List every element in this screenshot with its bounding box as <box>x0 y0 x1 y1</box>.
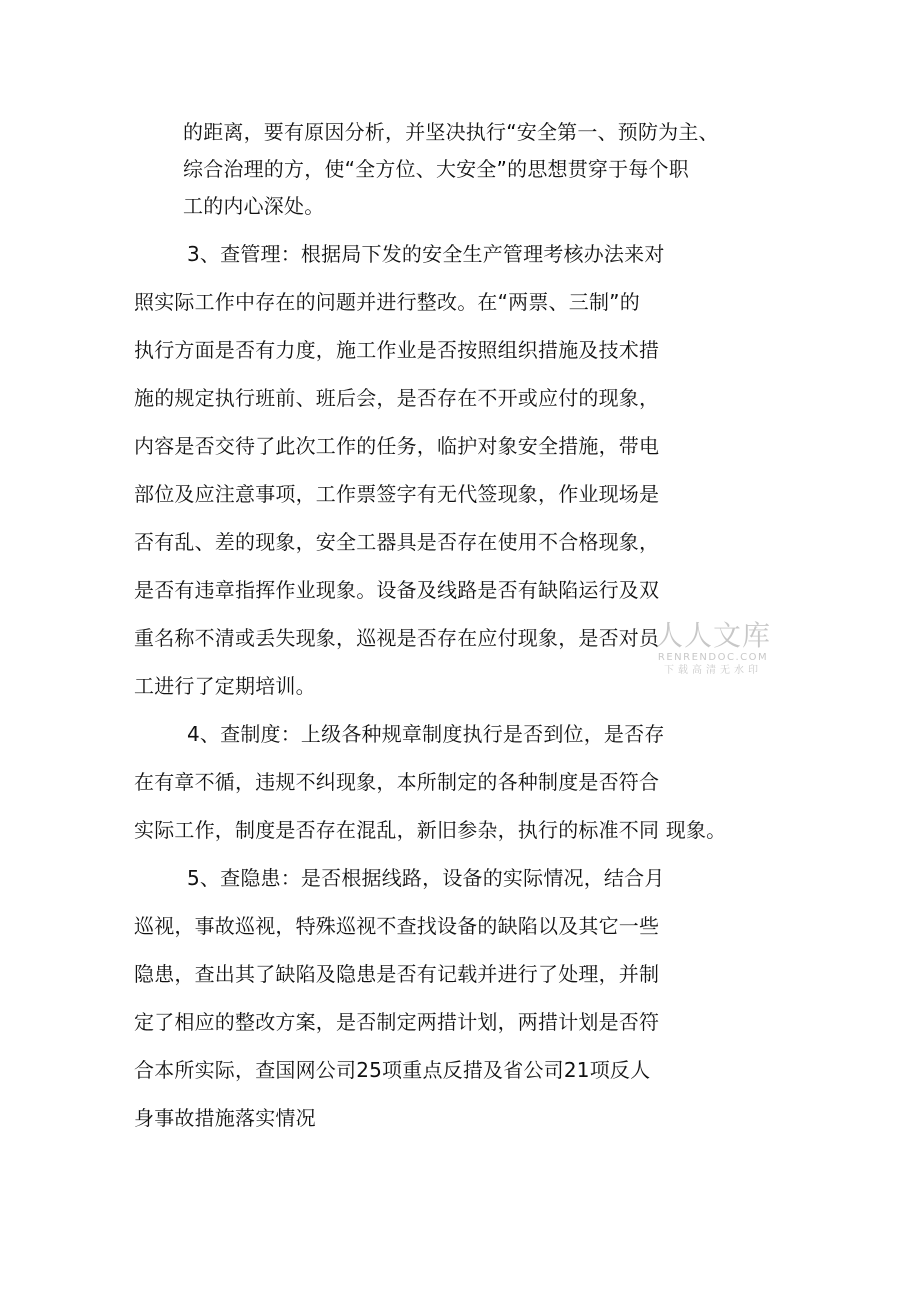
text-line-3: 工的内心深处。 <box>183 194 325 218</box>
text-line-1: 的距离，要有原因分析，并坚决执行“安全第一、预防为主、 <box>183 120 719 144</box>
text-line-10: 否有乱、差的现象，安全工器具是否存在使用不合格现象， <box>134 530 660 554</box>
text-line-5: 照实际工作中存在的问题并进行整改。在“两票、三制”的 <box>134 290 640 314</box>
watermark-tagline: 下载高清无水印 <box>664 665 762 676</box>
text-line-11: 是否有违章指挥作业现象。设备及线路是否有缺陷运行及双 <box>134 578 660 602</box>
text-line-7: 施的规定执行班前、班后会，是否存在不开或应付的现象， <box>134 386 660 410</box>
text-line-9: 部位及应注意事项，工作票签字有无代签现象，作业现场是 <box>134 482 660 506</box>
section-3-heading-line: 3、查管理：根据局下发的安全生产管理考核办法来对 <box>187 242 665 266</box>
section-4-heading-line: 4、查制度：上级各种规章制度执行是否到位，是否存 <box>187 722 665 746</box>
text-line-20: 定了相应的整改方案，是否制定两措计划，两措计划是否符 <box>134 1010 660 1034</box>
text-line-21: 合本所实际，查国网公司25项重点反措及省公司21项反人 <box>134 1058 651 1082</box>
text-line-16: 实际工作，制度是否存在混乱，新旧参杂，执行的标准不同 现象。 <box>134 818 727 842</box>
text-line-6: 执行方面是否有力度，施工作业是否按照组织措施及技术措 <box>134 338 660 362</box>
text-line-15: 在有章不循，违规不纠现象，本所制定的各种制度是否符合 <box>134 770 660 794</box>
text-line-13: 工进行了定期培训。 <box>134 674 316 698</box>
watermark-site: RENRENDOC.COM <box>657 652 769 663</box>
watermark <box>648 620 778 686</box>
text-line-8: 内容是否交待了此次工作的任务，临护对象安全措施，带电 <box>134 434 660 458</box>
text-line-19: 隐患，查出其了缺陷及隐患是否有记载并进行了处理，并制 <box>134 962 660 986</box>
section-5-heading-line: 5、查隐患：是否根据线路，设备的实际情况，结合月 <box>187 866 665 890</box>
watermark-logo: 人人文库 <box>654 619 771 652</box>
text-line-22: 身事故措施落实情况 <box>134 1106 316 1130</box>
text-line-12: 重名称不清或丢失现象，巡视是否存在应付现象，是否对员 <box>134 626 660 650</box>
text-line-2: 综合治理的方，使“全方位、大安全”的思想贯穿于每个职 <box>183 157 689 181</box>
text-line-18: 巡视，事故巡视，特殊巡视不查找设备的缺陷以及其它一些 <box>134 914 660 938</box>
